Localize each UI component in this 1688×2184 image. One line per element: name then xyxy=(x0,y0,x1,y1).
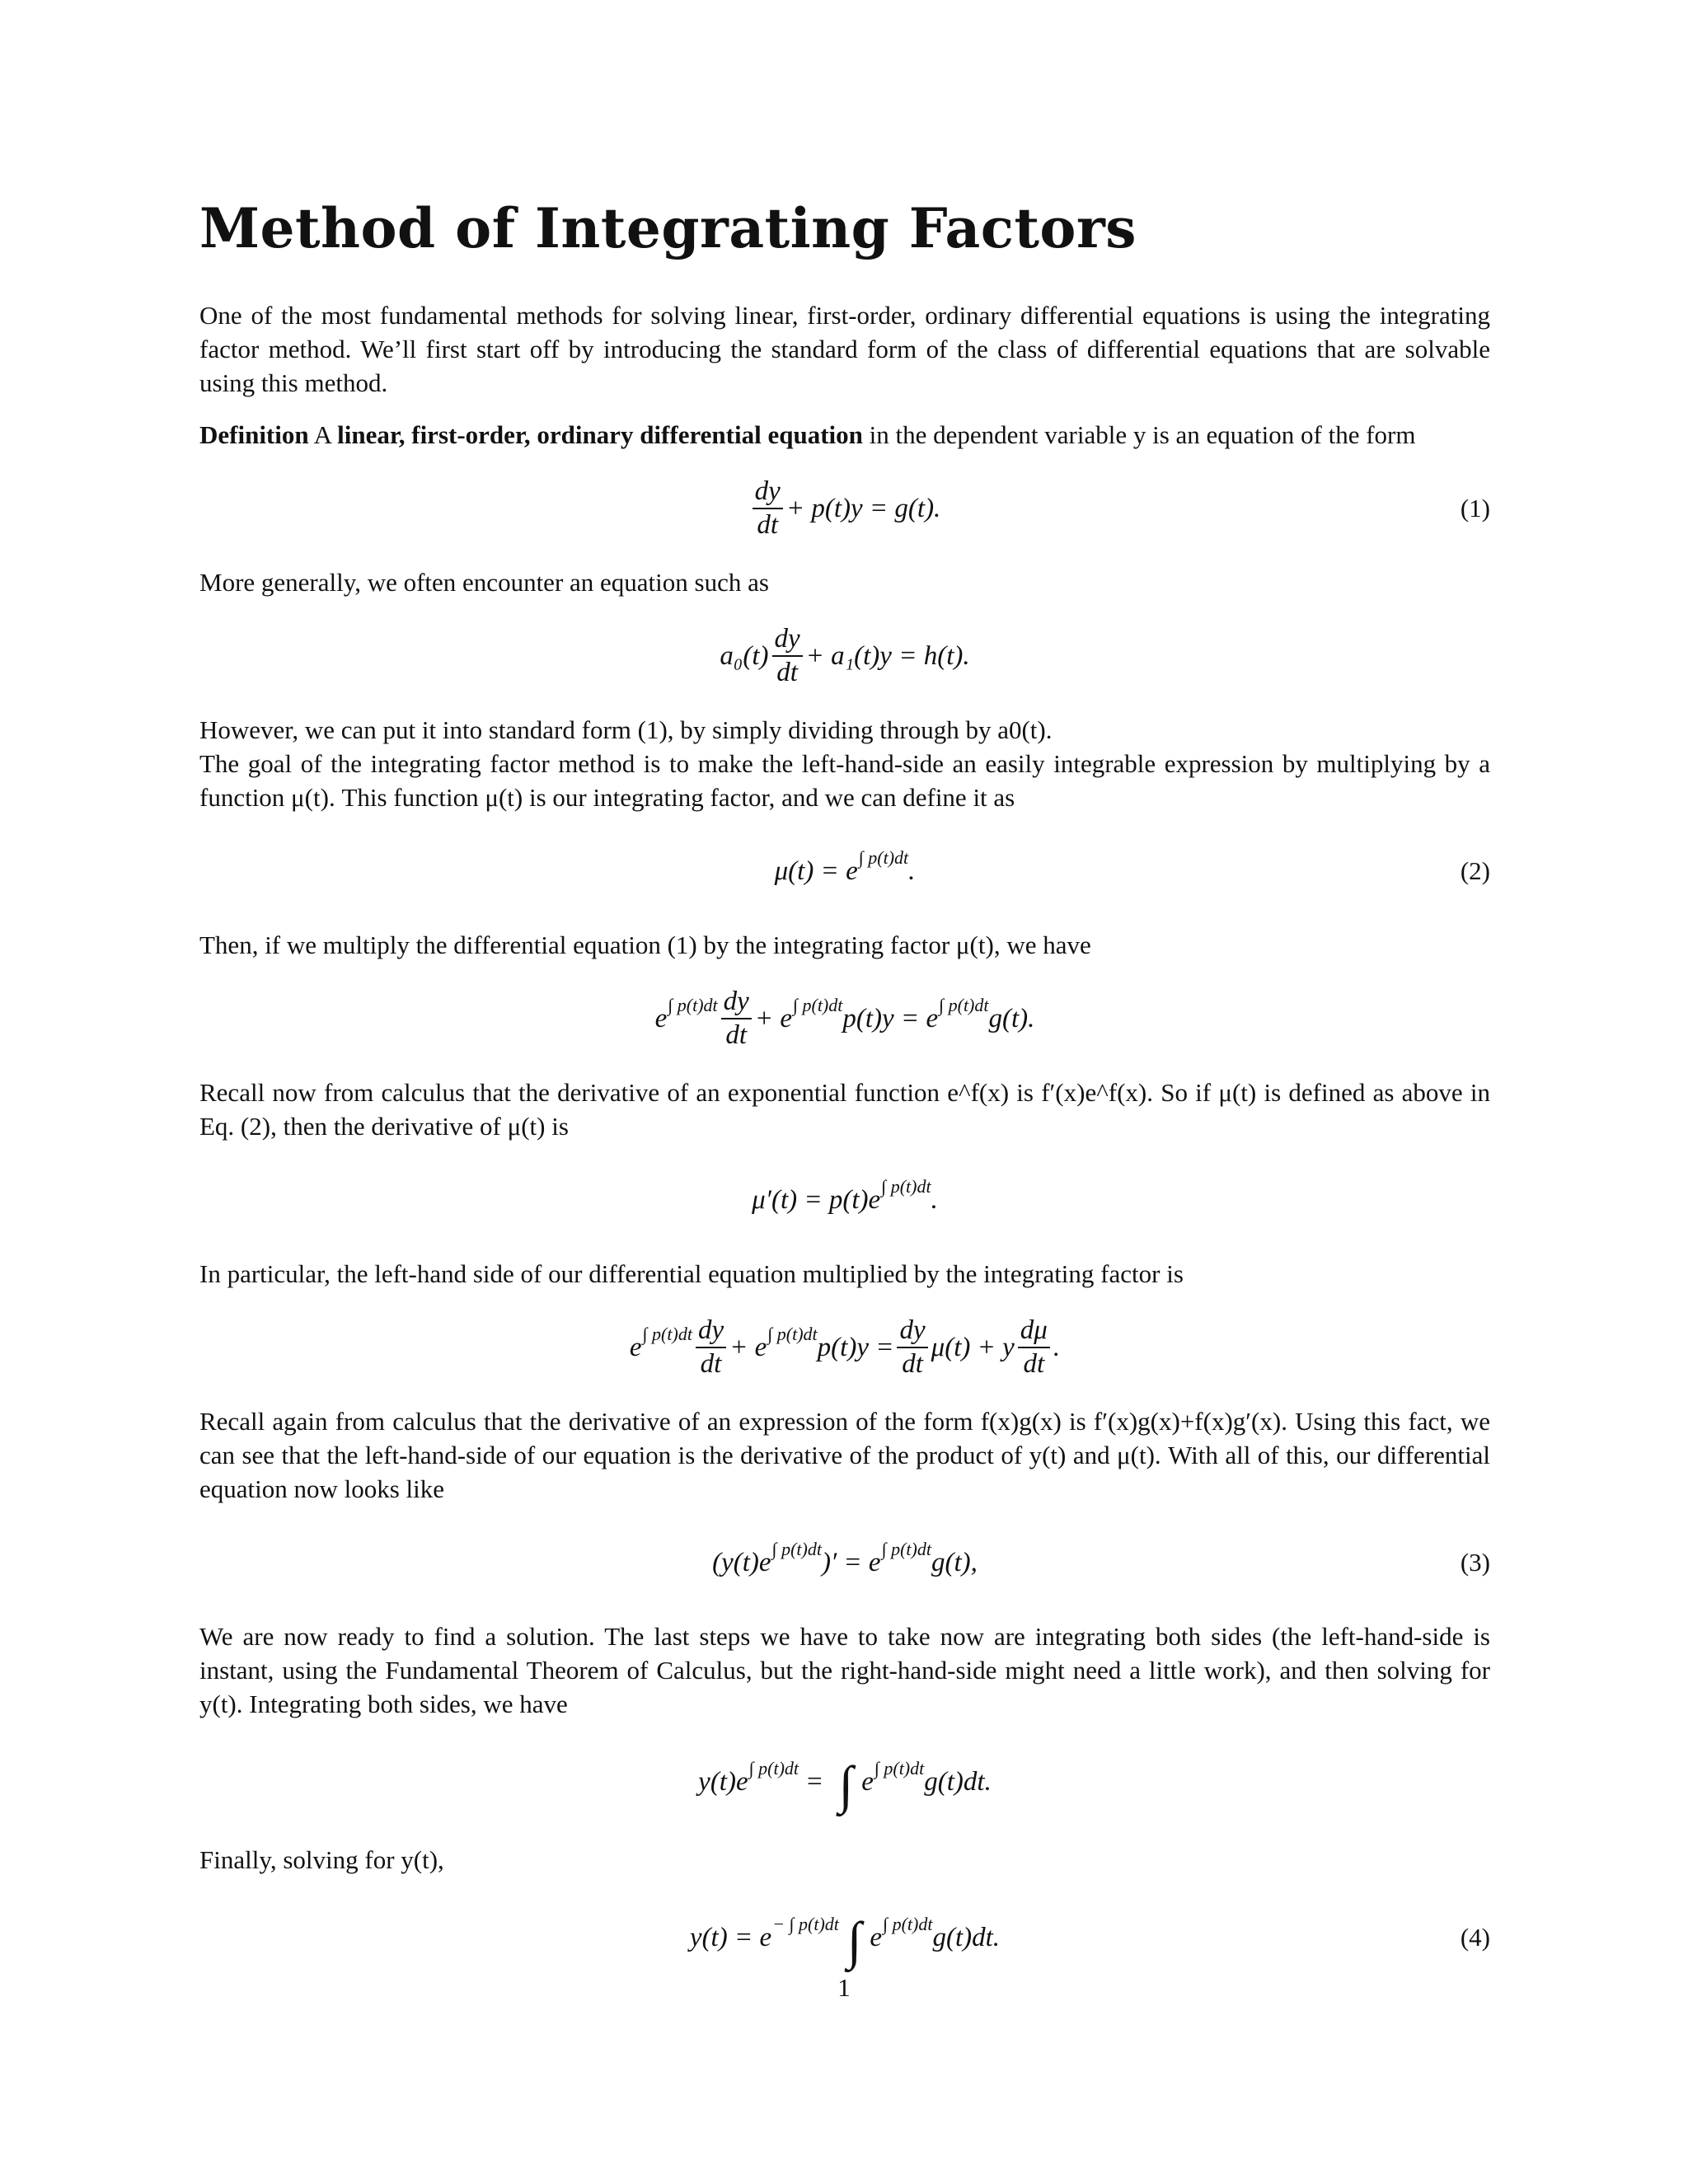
fraction-dmu-dt xyxy=(1018,1316,1050,1378)
equation-4 xyxy=(199,1898,1490,1977)
goal-paragraph: The goal of the integrating factor method is to make the left-hand-side an easily integrable expression by multiplying by a function μ(t). This function μ(t) is our integrating factor, and we can define it as xyxy=(199,749,1490,812)
equation-4-lead: y(t) = e xyxy=(689,1922,772,1952)
then-paragraph: Then, if we multiply the differential equation (1) by the integrating factor μ(t), we have xyxy=(199,930,1091,959)
page-title: Method of Integrating Factors xyxy=(199,196,1137,260)
equation-general-rest: + a₁(t)y = h(t). xyxy=(805,640,970,671)
equation-2-tail: . xyxy=(908,855,916,886)
fraction-dy-dt xyxy=(721,987,752,1049)
exp-base: e xyxy=(861,1766,874,1797)
intro-paragraph: One of the most fundamental methods for solving linear, first-order, ordinary differential equations is using the integrating factor method. We’ll first start off by introducing the standard form of the class of differential equations that are solvable using this method. xyxy=(199,301,1490,397)
definition-lead: A xyxy=(313,420,331,449)
recall-again-paragraph: Recall again from calculus that the derivative of an expression of the form f(x)g(x) is f′(x)g(x)+f(x)g′(x). Using this fact, we can see that the left-hand-side of our equation is the derivative of the product of y(t) and μ(t). With all of this, our differential equation now looks like xyxy=(199,1407,1490,1503)
equation-2-lead: μ(t) = e xyxy=(774,855,858,886)
general-paragraph: More generally, we often encounter an equation such as xyxy=(199,568,769,597)
equation-number-4: (4) xyxy=(1460,1923,1490,1952)
equation-lhs-tail: . xyxy=(1053,1332,1061,1362)
equation-2 xyxy=(199,836,1490,907)
equation-multiplied-mid-tail: p(t)y = e xyxy=(842,1003,939,1033)
equation-1 xyxy=(199,473,1490,544)
exponent-integral: ∫ p(t)dt xyxy=(858,847,909,868)
equation-multiplied-mid: + e xyxy=(754,1003,792,1033)
equation-3-tail: g(t), xyxy=(931,1547,978,1577)
exponent-integral: ∫ p(t)dt xyxy=(881,1176,931,1197)
ready-paragraph: We are now ready to find a solution. The last steps we have to take now are integrating both sides (the left-hand-side is instant, using the Fundamental Theorem of Calculus, but the right-hand-side might need a little work), and then solving for y(t). Integrating both sides, we have xyxy=(199,1622,1490,1718)
equation-lhs-mid: + e xyxy=(729,1332,767,1362)
frac-denominator: dt xyxy=(902,1349,923,1379)
exponent-integral: ∫ p(t)dt xyxy=(771,1539,822,1559)
definition-paragraph xyxy=(199,418,1490,452)
equation-number-3: (3) xyxy=(1460,1548,1490,1577)
exponent-integral: ∫ p(t)dt xyxy=(792,995,843,1015)
fraction-dy-dt xyxy=(772,625,803,687)
fraction-dy-dt xyxy=(696,1316,726,1378)
frac-numerator: dy xyxy=(696,1316,726,1348)
frac-denominator: dt xyxy=(700,1349,722,1379)
equation-integrated-lead: y(t)e xyxy=(698,1766,748,1797)
equation-lhs-mid-tail: p(t)y = xyxy=(817,1332,894,1362)
equation-multiplied xyxy=(199,983,1490,1054)
equation-general xyxy=(199,621,1490,691)
frac-numerator: dy xyxy=(753,477,783,509)
equation-3-lead: (y(t)e xyxy=(712,1547,771,1577)
equation-lhs-mid2: μ(t) + y xyxy=(931,1332,1015,1362)
exponent-negative-integral: − ∫ p(t)dt xyxy=(772,1914,839,1934)
definition-term: linear, first-order, ordinary differential equation xyxy=(337,420,863,449)
exponent-integral: ∫ p(t)dt xyxy=(883,1914,933,1934)
equation-integrated-tail: g(t)dt. xyxy=(924,1766,992,1797)
fraction-dy-dt xyxy=(753,477,783,539)
frac-numerator: dy xyxy=(721,987,752,1019)
equation-2-body xyxy=(199,836,1490,907)
equation-1-rest: + p(t)y = g(t). xyxy=(785,493,941,523)
page-number: 1 xyxy=(837,1973,851,2002)
frac-denominator: dt xyxy=(1023,1349,1045,1379)
equation-number-2: (2) xyxy=(1460,856,1490,885)
equation-3-body xyxy=(199,1527,1490,1598)
frac-denominator: dt xyxy=(725,1020,748,1050)
exponent-integral: ∫ p(t)dt xyxy=(668,995,718,1015)
exponent-integral: ∫ p(t)dt xyxy=(642,1324,692,1344)
equation-derivative-tail: . xyxy=(931,1184,938,1215)
exponent-integral: ∫ p(t)dt xyxy=(874,1758,925,1779)
exponent-integral: ∫ p(t)dt xyxy=(767,1324,818,1344)
equation-general-lead: a₀(t) xyxy=(720,640,769,671)
equation-integrated-body xyxy=(199,1742,1490,1821)
equation-4-body xyxy=(199,1898,1490,1977)
however-paragraph: However, we can put it into standard form (1), by simply dividing through by a0(t). xyxy=(199,715,1053,744)
equation-multiplied-tail: g(t). xyxy=(988,1003,1035,1033)
equation-multiplied-body xyxy=(199,983,1490,1054)
equation-derivative-body xyxy=(199,1165,1490,1235)
equation-derivative-lead: μ′(t) = p(t)e xyxy=(752,1184,881,1215)
frac-numerator: dμ xyxy=(1018,1316,1050,1348)
equation-4-tail: g(t)dt. xyxy=(932,1922,1001,1952)
frac-denominator: dt xyxy=(776,658,798,687)
exp-base: e xyxy=(870,1922,883,1952)
equation-lhs xyxy=(199,1312,1490,1383)
equation-general-body xyxy=(199,621,1490,691)
definition-rest: in the dependent variable y is an equation of the form xyxy=(869,420,1416,449)
exponent-integral: ∫ p(t)dt xyxy=(748,1758,799,1779)
exp-base: e xyxy=(629,1332,642,1362)
particular-paragraph: In particular, the left-hand side of our differential equation multiplied by the integrating factor is xyxy=(199,1259,1184,1288)
equation-3-mid: )′ = e xyxy=(821,1547,881,1577)
integral-sign: ∫ xyxy=(846,1911,862,1970)
definition-label: Definition xyxy=(199,420,309,449)
document-content xyxy=(199,196,1490,1999)
finally-paragraph: Finally, solving for y(t), xyxy=(199,1845,444,1874)
exponent-integral: ∫ p(t)dt xyxy=(881,1539,931,1559)
fraction-dy-dt xyxy=(897,1316,927,1378)
frac-numerator: dy xyxy=(897,1316,927,1348)
equation-number-1: (1) xyxy=(1460,494,1490,523)
equals-sign: = xyxy=(807,1766,823,1797)
integral-sign: ∫ xyxy=(838,1755,854,1814)
equation-3 xyxy=(199,1527,1490,1598)
equation-derivative xyxy=(199,1165,1490,1235)
equation-1-body xyxy=(199,473,1490,544)
exp-base: e xyxy=(654,1003,668,1033)
frac-denominator: dt xyxy=(757,510,779,540)
frac-numerator: dy xyxy=(772,625,803,657)
equation-lhs-body xyxy=(199,1312,1490,1383)
recall-paragraph: Recall now from calculus that the derivative of an exponential function e^f(x) is f′(x)e^f(x). So if μ(t) is defined as above in Eq. (2), then the derivative of μ(t) is xyxy=(199,1078,1490,1141)
equation-integrated xyxy=(199,1742,1490,1821)
exponent-integral: ∫ p(t)dt xyxy=(939,995,989,1015)
